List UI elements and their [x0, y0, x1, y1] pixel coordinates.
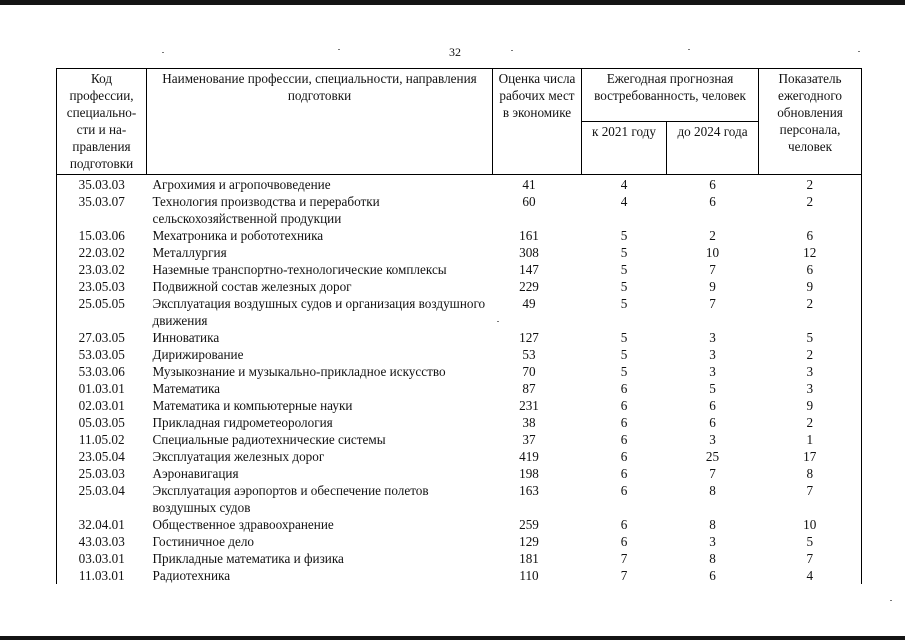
- scan-top-edge: [0, 0, 905, 5]
- cell-2021: 6: [620, 432, 628, 447]
- cell-2021: 5: [620, 330, 628, 345]
- table-row: [57, 380, 862, 397]
- cell-renewal: 2: [759, 414, 862, 431]
- cell-seats: 53: [522, 347, 536, 362]
- table-row: [57, 175, 862, 194]
- cell-2021: 7: [620, 551, 628, 566]
- scan-speck: [890, 600, 892, 601]
- cell-name: Музыкознание и музыкально-прикладное искусство: [152, 364, 446, 379]
- cell-name: Радиотехника: [152, 568, 231, 583]
- cell-2024: 6: [709, 194, 716, 209]
- cell-2021: 7: [620, 568, 628, 583]
- table-row: [57, 363, 862, 380]
- table-row: [57, 414, 862, 431]
- cell-name: Прикладная гидрометеорология: [152, 415, 333, 430]
- cell-code: 53.03.05: [57, 346, 147, 363]
- header-by-2021: к 2021 году: [582, 122, 667, 175]
- cell-2021: 4: [620, 177, 628, 192]
- cell-code: 23.03.02: [57, 261, 147, 278]
- cell-code: 25.03.04: [57, 482, 147, 516]
- cell-2024: 7: [709, 466, 716, 481]
- table-row: [57, 465, 862, 482]
- cell-code: 22.03.02: [57, 244, 147, 261]
- cell-renewal: 3: [759, 363, 862, 380]
- header-code: Код профессии, специально-сти и на-правления подготовки: [57, 69, 147, 175]
- cell-name: Дирижирование: [152, 347, 244, 362]
- table-row: [57, 448, 862, 465]
- table-row: [57, 329, 862, 346]
- table-row: [57, 346, 862, 363]
- cell-2024: 2: [709, 228, 716, 243]
- table-row: [57, 227, 862, 244]
- scan-speck: [162, 52, 164, 53]
- cell-2021: 6: [620, 449, 628, 464]
- table-row: [57, 244, 862, 261]
- cell-seats: 419: [519, 449, 539, 464]
- cell-code: 11.05.02: [57, 431, 147, 448]
- cell-code: 32.04.01: [57, 516, 147, 533]
- cell-renewal: 10: [759, 516, 862, 533]
- cell-name: Технология производства и переработки сельскохозяйственной продукции: [152, 194, 380, 226]
- cell-2024: 6: [709, 177, 716, 192]
- cell-2024: 3: [709, 364, 716, 379]
- cell-2024: 7: [709, 262, 716, 277]
- cell-name: Эксплуатация железных дорог: [152, 449, 325, 464]
- cell-name: Эксплуатация воздушных судов и организация воздушного движения: [152, 296, 486, 328]
- cell-seats: 110: [519, 568, 539, 583]
- cell-name: Математика: [152, 381, 221, 396]
- cell-code: 11.03.01: [57, 567, 147, 584]
- cell-2021: 5: [620, 347, 628, 362]
- cell-name: Специальные радиотехнические системы: [152, 432, 386, 447]
- table-row: [57, 567, 862, 584]
- cell-name: Общественное здравоохранение: [152, 517, 334, 532]
- cell-seats: 229: [519, 279, 539, 294]
- cell-name: Агрохимия и агропочвоведение: [152, 177, 331, 192]
- cell-renewal: 17: [759, 448, 862, 465]
- cell-2021: 6: [620, 415, 628, 430]
- cell-2024: 9: [709, 279, 716, 294]
- cell-renewal: 12: [759, 244, 862, 261]
- header-name: Наименование профессии, специальности, направления подготовки: [147, 69, 493, 175]
- table-row: [57, 431, 862, 448]
- cell-code: 01.03.01: [57, 380, 147, 397]
- cell-2021: 5: [620, 262, 628, 277]
- scan-speck: [858, 51, 860, 52]
- table-row: [57, 278, 862, 295]
- cell-renewal: 2: [759, 175, 862, 194]
- cell-seats: 70: [522, 364, 536, 379]
- scan-speck: [688, 49, 690, 50]
- cell-code: 35.03.07: [57, 193, 147, 227]
- cell-code: 23.05.04: [57, 448, 147, 465]
- cell-2024: 8: [709, 517, 716, 532]
- cell-2024: 6: [709, 398, 716, 413]
- cell-name: Наземные транспортно-технологические комплексы: [152, 262, 447, 277]
- cell-seats: 161: [519, 228, 539, 243]
- cell-name: Гостиничное дело: [152, 534, 255, 549]
- cell-code: 27.03.05: [57, 329, 147, 346]
- cell-seats: 37: [522, 432, 536, 447]
- cell-2024: 3: [709, 330, 716, 345]
- cell-name: Эксплуатация аэропортов и обеспечение полетов воздушных судов: [152, 483, 429, 515]
- cell-code: 25.03.03: [57, 465, 147, 482]
- cell-renewal: 7: [759, 550, 862, 567]
- header-seats: Оценка числа рабочих мест в экономике: [493, 69, 582, 175]
- cell-code: 05.03.05: [57, 414, 147, 431]
- table-row: [57, 533, 862, 550]
- cell-renewal: 2: [759, 295, 862, 329]
- cell-seats: 231: [519, 398, 539, 413]
- cell-2024: 3: [709, 347, 716, 362]
- cell-seats: 41: [522, 177, 536, 192]
- cell-seats: 181: [519, 551, 539, 566]
- cell-renewal: 6: [759, 261, 862, 278]
- table-row: [57, 295, 862, 329]
- cell-2021: 5: [620, 228, 628, 243]
- professions-table: [56, 68, 862, 584]
- scan-bottom-edge: [0, 636, 905, 640]
- cell-2024: 7: [709, 296, 716, 311]
- table-row: [57, 397, 862, 414]
- cell-2024: 25: [705, 449, 720, 464]
- cell-renewal: 5: [759, 533, 862, 550]
- table-row: [57, 516, 862, 533]
- cell-2021: 6: [620, 517, 628, 532]
- cell-2024: 8: [709, 483, 716, 498]
- cell-2021: 4: [620, 194, 628, 209]
- page-number: 32: [449, 45, 461, 59]
- table-row: [57, 482, 862, 516]
- cell-seats: 60: [522, 194, 536, 209]
- cell-seats: 129: [519, 534, 539, 549]
- cell-code: 23.05.03: [57, 278, 147, 295]
- cell-name: Металлургия: [152, 245, 227, 260]
- cell-2021: 5: [620, 245, 628, 260]
- cell-name: Мехатроника и робототехника: [152, 228, 324, 243]
- table-header: [57, 69, 862, 175]
- cell-seats: 87: [522, 381, 536, 396]
- cell-renewal: 2: [759, 193, 862, 227]
- cell-2021: 6: [620, 483, 628, 498]
- cell-renewal: 8: [759, 465, 862, 482]
- cell-code: 25.05.05: [57, 295, 147, 329]
- cell-name: Подвижной состав железных дорог: [152, 279, 352, 294]
- cell-2024: 5: [709, 381, 716, 396]
- header-by-2024: до 2024 года: [667, 122, 759, 175]
- cell-2021: 6: [620, 534, 628, 549]
- cell-2021: 5: [620, 296, 628, 311]
- cell-renewal: 6: [759, 227, 862, 244]
- header-renewal: Показатель ежегодного обновления персонала, человек: [759, 69, 862, 175]
- cell-2024: 6: [709, 568, 716, 583]
- cell-code: 35.03.03: [57, 175, 147, 194]
- cell-2024: 8: [709, 551, 716, 566]
- table-row: [57, 261, 862, 278]
- cell-2021: 5: [620, 364, 628, 379]
- cell-code: 53.03.06: [57, 363, 147, 380]
- cell-renewal: 1: [759, 431, 862, 448]
- cell-seats: 198: [519, 466, 539, 481]
- scan-speck: [338, 49, 340, 50]
- cell-renewal: 9: [759, 397, 862, 414]
- table-row: [57, 193, 862, 227]
- cell-renewal: 5: [759, 329, 862, 346]
- cell-seats: 127: [519, 330, 539, 345]
- cell-code: 03.03.01: [57, 550, 147, 567]
- cell-seats: 49: [522, 296, 536, 311]
- cell-name: Инноватика: [152, 330, 220, 345]
- header-forecast: Ежегодная прогнозная востребованность, человек: [582, 69, 759, 122]
- cell-renewal: 7: [759, 482, 862, 516]
- cell-renewal: 9: [759, 278, 862, 295]
- table-body: [57, 175, 862, 585]
- cell-code: 43.03.03: [57, 533, 147, 550]
- cell-2024: 6: [709, 415, 716, 430]
- cell-2021: 6: [620, 381, 628, 396]
- cell-renewal: 2: [759, 346, 862, 363]
- cell-name: Прикладные математика и физика: [152, 551, 344, 566]
- table-row: [57, 550, 862, 567]
- cell-2021: 6: [620, 398, 628, 413]
- cell-2021: 5: [620, 279, 628, 294]
- cell-2021: 6: [620, 466, 628, 481]
- cell-2024: 3: [709, 534, 716, 549]
- cell-code: 02.03.01: [57, 397, 147, 414]
- cell-seats: 147: [519, 262, 539, 277]
- cell-name: Математика и компьютерные науки: [152, 398, 353, 413]
- cell-renewal: 3: [759, 380, 862, 397]
- cell-seats: 38: [522, 415, 536, 430]
- cell-seats: 259: [519, 517, 539, 532]
- scan-speck: [511, 50, 513, 51]
- cell-code: 15.03.06: [57, 227, 147, 244]
- cell-seats: 308: [519, 245, 539, 260]
- cell-name: Аэронавигация: [152, 466, 239, 481]
- cell-2024: 3: [709, 432, 716, 447]
- cell-renewal: 4: [759, 567, 862, 584]
- cell-2024: 10: [705, 245, 720, 260]
- cell-seats: 163: [519, 483, 539, 498]
